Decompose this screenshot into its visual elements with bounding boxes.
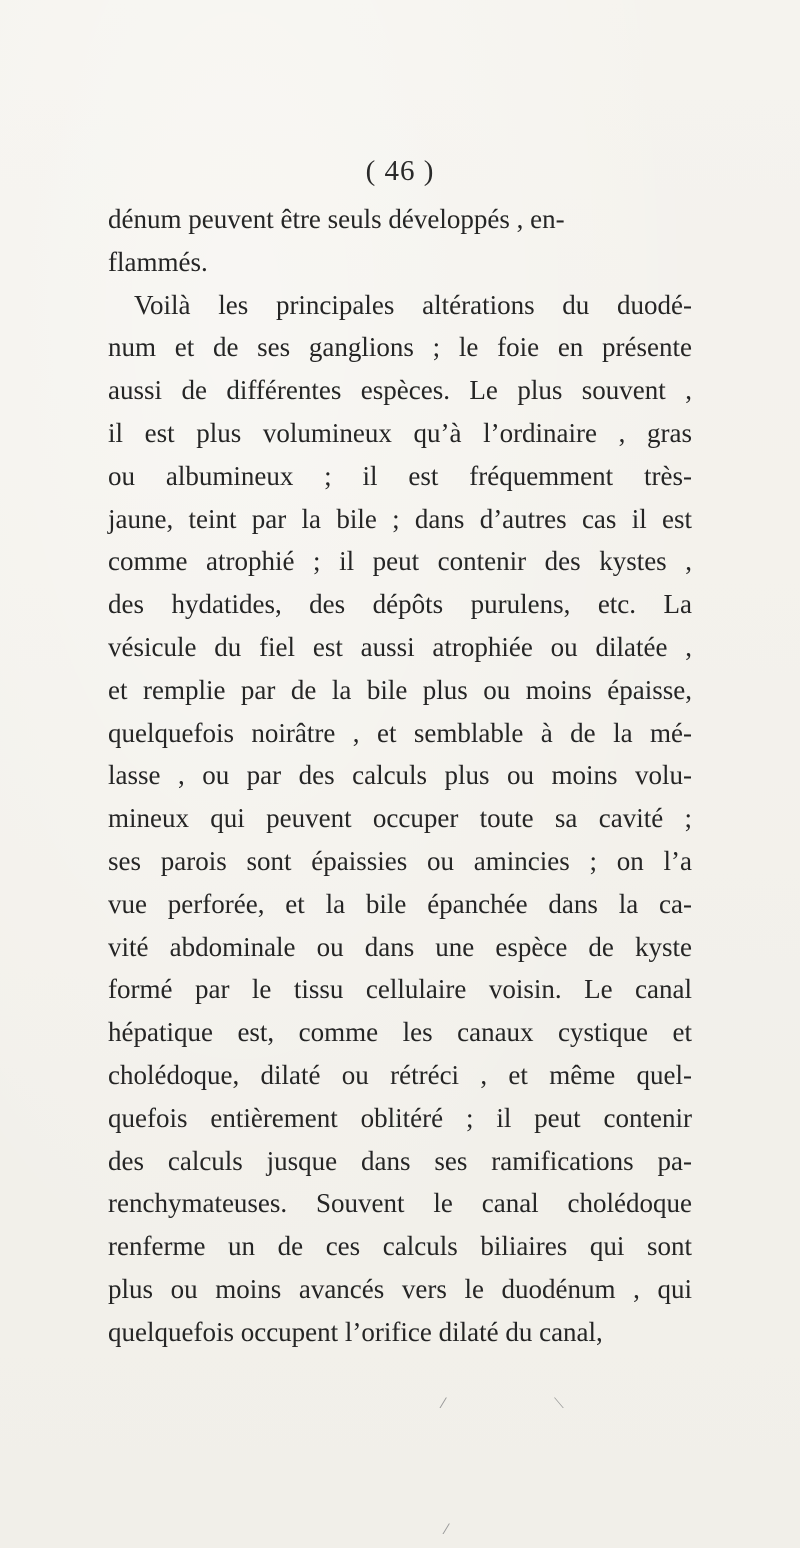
- text-line: vue perforée, et la bile épanchée dans la ca-: [108, 888, 692, 919]
- text-line: dénum peuvent être seuls développés , en-: [108, 204, 565, 234]
- paper-speck: ⟍: [554, 1396, 564, 1412]
- text-line: lasse , ou par des calculs plus ou moins volu-: [108, 760, 692, 791]
- text-line: renchymateuses. Souvent le canal cholédoque: [108, 1188, 692, 1219]
- text-line: ses parois sont épaissies ou amincies ; on l’a: [108, 845, 692, 876]
- text-line: formé par le tissu cellulaire voisin. Le canal: [108, 974, 692, 1005]
- text-line: renferme un de ces calculs biliaires qui sont: [108, 1231, 692, 1262]
- text-line: jaune, teint par la bile ; dans d’autres cas il est: [108, 503, 692, 534]
- text-line: mineux qui peuvent occuper toute sa cavité ;: [108, 803, 692, 834]
- text-line: des calculs jusque dans ses ramifications pa-: [108, 1145, 692, 1176]
- text-line: num et de ses ganglions ; le foie en présente: [108, 332, 692, 363]
- text-line: cholédoque, dilaté ou rétréci , et même quel-: [108, 1059, 692, 1090]
- text-line: il est plus volumineux qu’à l’ordinaire , gras: [108, 417, 692, 448]
- text-line: et remplie par de la bile plus ou moins épaisse,: [108, 674, 692, 705]
- body-text: [108, 198, 692, 1354]
- text-line: flammés.: [108, 246, 208, 277]
- text-line: comme atrophié ; il peut contenir des kystes ,: [108, 546, 692, 577]
- page-number: ( 46 ): [365, 155, 435, 187]
- text-line: quefois entièrement oblitéré ; il peut contenir: [108, 1102, 692, 1133]
- paper-speck: ⁄: [442, 1396, 445, 1412]
- text-line: aussi de différentes espèces. Le plus souvent ,: [108, 375, 692, 406]
- text-line: des hydatides, des dépôts purulens, etc. La: [108, 589, 692, 620]
- text-line: quelquefois occupent l’orifice dilaté du canal,: [108, 1316, 603, 1347]
- text-line: ou albumineux ; il est fréquemment très-: [108, 460, 692, 491]
- paragraph-start-line: Voilà les principales altérations du duodé-: [134, 289, 692, 320]
- text-line: vésicule du fiel est aussi atrophiée ou dilatée ,: [108, 631, 692, 662]
- text-line: plus ou moins avancés vers le duodénum , qui: [108, 1273, 692, 1304]
- text-line: vité abdominale ou dans une espèce de kyste: [108, 931, 692, 962]
- text-line: hépatique est, comme les canaux cystique et: [108, 1017, 692, 1048]
- text-line: quelquefois noirâtre , et semblable à de la mé-: [108, 717, 692, 748]
- paper-speck: ⁄: [445, 1522, 448, 1538]
